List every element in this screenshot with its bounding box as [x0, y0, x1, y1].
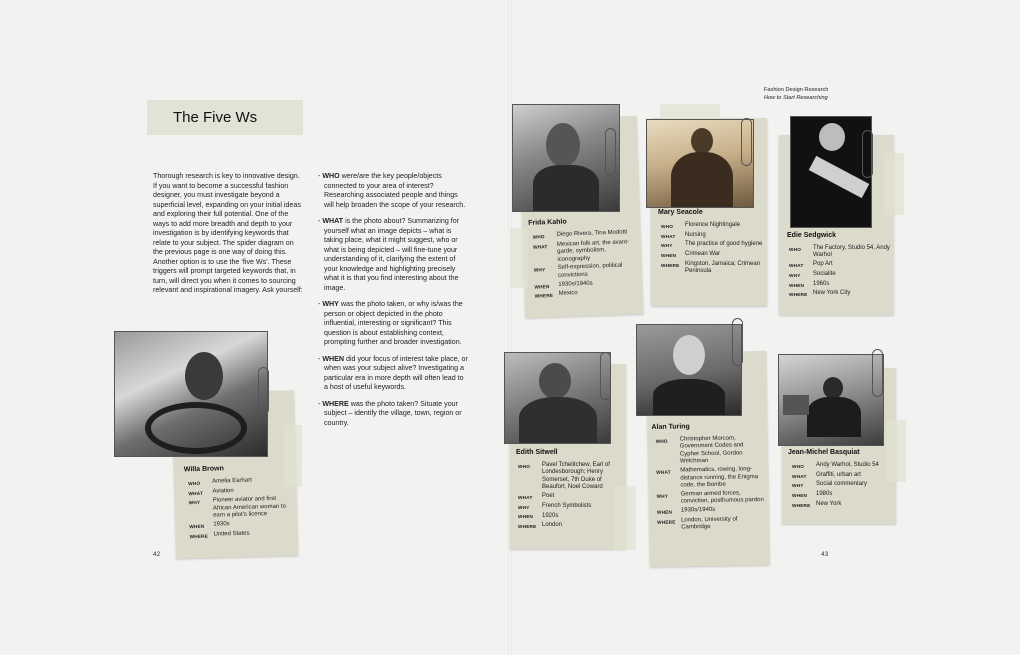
paperclip-icon	[862, 130, 873, 178]
page-number-right: 43	[821, 551, 829, 558]
page-gutter	[508, 0, 512, 655]
page-number-left: 42	[153, 551, 161, 558]
bullet-why: - WHY was the photo taken, or why is/was the person or object depicted in the photo influential, interesting or significant? This question is about establishing context, prompting further and broader investigation.	[318, 300, 463, 346]
card-name: Willa Brown	[183, 465, 224, 474]
tape-strip	[886, 420, 906, 482]
tape-strip	[884, 153, 904, 215]
card-name: Mary Seacole	[658, 209, 703, 216]
card-facts: WHO Christopher Morcom, Government Codes and Cypher School, Gordon Welchman WHAT Mathematics, rowing, long-distance running, the Enigma code, the Bombe WHY German armed forces, conviction, posthumous pardon WHEN 1930s/1940s WHERE London, University of Cambridge	[655, 435, 764, 531]
card-facts: WHO Diego Rivera, Tina Modotti WHAT Mexican folk art, the avant-garde, symbolism, iconography WHY Self-expression, political convictions WHEN 1930s/1940s WHERE Mexico	[532, 229, 630, 299]
intro-column	[153, 172, 303, 303]
paperclip-icon	[732, 318, 743, 366]
card-name: Jean-Michel Basquiat	[788, 449, 860, 456]
tape-strip	[660, 104, 720, 120]
photo-frida-kahlo	[512, 104, 620, 212]
paperclip-icon	[741, 118, 752, 166]
card-facts: WHO Florence Nightingale WHAT Nursing WHY The practice of good hygiene WHEN Crimean War WHERE Kingston, Jamaica; Crimean Peninsula	[661, 222, 763, 275]
card-facts: WHO Amelia Earhart WHAT Aviation WHY Pioneer aviator and first African American woman to earn a pilot's licence WHEN 1930s WHERE United States	[188, 477, 286, 539]
photo-edith-sitwell	[504, 352, 611, 444]
five-ws-list	[318, 172, 468, 435]
bullet-where: - WHERE was the photo taken? Situate your subject – identify the village, town, region or country.	[318, 399, 462, 427]
paperclip-icon	[872, 349, 883, 397]
card-facts: WHO The Factory, Studio 54, Andy Warhol WHAT Pop Art WHY Socialite WHEN 1960s WHERE New York City	[789, 245, 890, 298]
intro-text: Thorough research is key to innovative design. If you want to become a successful fashion designer, you must investigate beyond a superficial level, expanding on your initial ideas and exploring their full potential. One of the ways to add more breadth and depth to your investigation is by identifying keywords that relate to your subject. The spider diagram on the previous page is one way of doing this. Another option is to use the ‘five Ws’. These triggers will prompt targeted keywords that, in turn, will direct you when it comes to sourcing relevant and inspirational imagery. Ask yourself:	[153, 172, 303, 294]
card-name: Edith Sitwell	[516, 449, 558, 456]
photo-jean-michel-basquiat	[778, 354, 884, 446]
photo-willa-brown	[114, 331, 268, 457]
title-box	[147, 100, 303, 135]
photo-mary-seacole	[646, 119, 754, 208]
photo-edie-sedgwick	[790, 116, 872, 228]
tape-strip	[510, 228, 528, 288]
running-header: Fashion Design Research How to Start Researching	[764, 87, 829, 101]
card-name: Alan Turing	[651, 423, 690, 431]
bullet-who: - WHO were/are the key people/objects connected to your area of interest? Researching associated people and things will help broaden the scope of your research.	[318, 172, 466, 209]
card-name: Edie Sedgwick	[787, 232, 837, 239]
bullet-when: - WHEN did your focus of interest take place, or when was your subject alive? Investigating a particular era in more depth will often lead to a host of useful keywords.	[318, 354, 468, 391]
tape-strip	[284, 425, 302, 487]
bullet-what: - WHAT is the photo about? Summarizing for yourself what an image depicts – what is taking place, what it might suggest, who or what is being depicted – will fine-tune your understanding of it, clarifying the extent of your knowledge and highlighting precisely what it is that you find interesting about the image.	[318, 217, 460, 292]
paperclip-icon	[258, 367, 269, 415]
card-facts: WHO Andy Warhol, Studio 54 WHAT Graffiti, urban art WHY Social commentary WHEN 1980s WHERE New York	[792, 462, 879, 508]
paperclip-icon	[600, 352, 611, 400]
tape-strip	[614, 486, 636, 550]
card-name: Frida Kahlo	[528, 218, 567, 227]
photo-alan-turing	[636, 324, 742, 416]
page-title: The Five Ws	[173, 109, 258, 126]
paperclip-icon	[605, 128, 616, 176]
card-facts: WHO Pavel Tchelitchew, Earl of Londesborough; Henry Somerset, 7th Duke of Beaufort, Noel Coward WHAT Poet WHY French Symbolists WHEN 1920s WHERE London	[518, 462, 610, 530]
